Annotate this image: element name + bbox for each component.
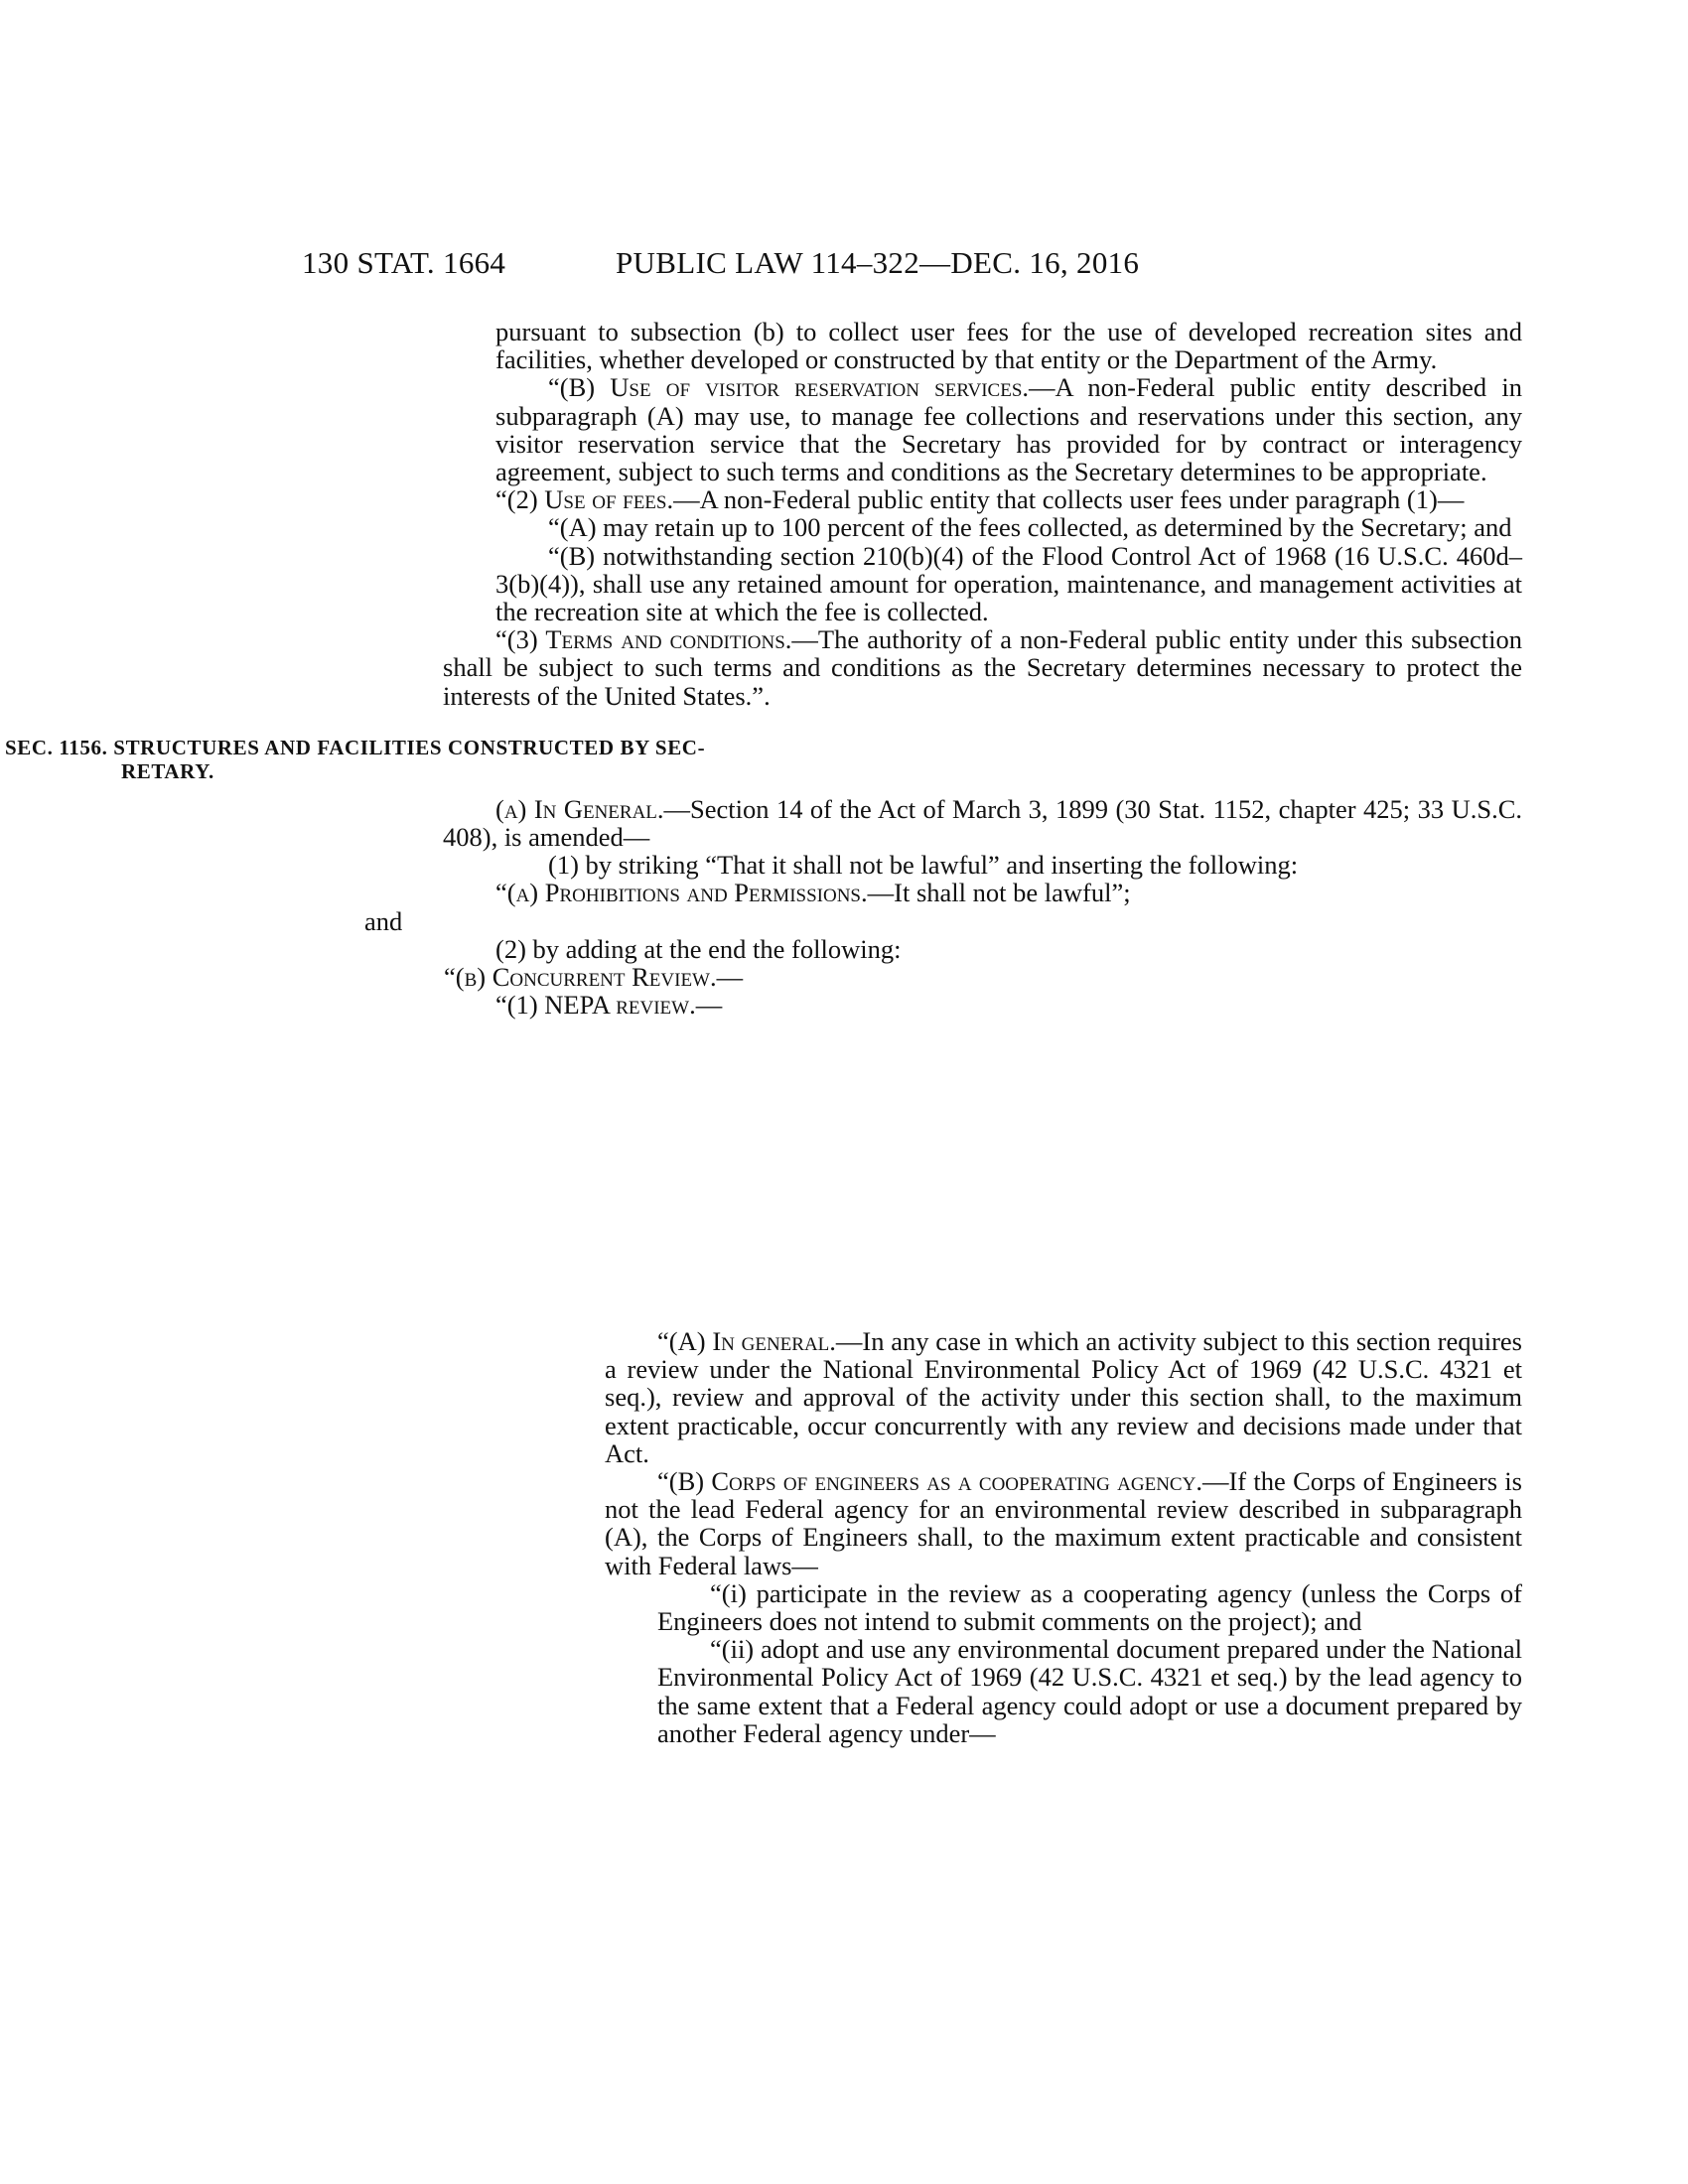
paragraph-retained-amount: “(B) notwithstanding section 210(b)(4) of the Flood Control Act of 1968 (16 U.S.C. 460d–3(b)(4)), shall use any retained amount for operation, maintenance, and management activities at the recreation site at which the fee is collected.: [495, 540, 1522, 627]
paragraph-prohibitions: “(a) Prohibitions and Permissions.—It shall not be lawful”;: [495, 878, 1131, 908]
heading-prohibitions: “(a) Prohibitions and Permissions.: [495, 878, 868, 908]
paragraph-nepa-general-text: “(A) In general.—In any case in which an activity subject to this section requires a review under the National Environmental Policy Act of 1969 (42 U.S.C. 4321 et seq.), review and approval of the activity under this section shall, to the maximum extent practicable, occur concurrently with any review and decisions made under that Act.: [605, 1326, 1522, 1468]
heading-nepa-in-general: “(A) In general.: [657, 1326, 836, 1356]
paragraph-concurrent-review: “(b) Concurrent Review.—: [444, 962, 744, 993]
paragraph-continuation: pursuant to subsection (b) to collect user fees for the use of developed recreation sites and facilities, whether developed or constructed by that entity or the Department of the Army.: [495, 317, 1522, 375]
paragraph-participate: “(i) participate in the review as a cooperating agency (unless the Corps of Engineers does not intend to submit comments on the project); and: [657, 1577, 1522, 1637]
page-header: [0, 245, 1688, 289]
heading-visitor-reservation-services: “(B) Use of visitor reservation services.: [548, 372, 1030, 403]
paragraph-in-general: (a) In General.—Section 14 of the Act of March 3, 1899 (30 Stat. 1152, chapter 425; 33 U.S.C. 408), is amended—: [443, 793, 1522, 853]
paragraph-adopt-and-use: “(ii) adopt and use any environmental document prepared under the National Environmental Policy Act of 1969 (42 U.S.C. 4321 et seq.) by the lead agency to the same extent that a Federal agency could adopt or use a document prepared by another Federal agency under—: [657, 1634, 1522, 1748]
paragraph-nepa-review: “(1) NEPA review.—: [495, 990, 723, 1021]
heading-concurrent-review: “(b) Concurrent Review.: [444, 962, 717, 993]
public-law-title: PUBLIC LAW 114–322—DEC. 16, 2016: [616, 245, 1140, 280]
heading-terms-and-conditions: “(3) Terms and conditions.: [495, 624, 792, 655]
statute-page-number: 130 STAT. 1664: [302, 245, 506, 280]
page-body: [5, 317, 1523, 1021]
paragraph-by-striking: (1) by striking “That it shall not be lawful” and inserting the following:: [548, 850, 1299, 881]
paragraph-visitor-reservation-services: “(B) Use of visitor reservation services.—A non-Federal public entity described in subparagraph (A) may use, to manage fee collections and reservations under this section, any visitor reservation service that the Secretary has provided for by contract or interagency agreement, subject to such terms and conditions as the Secretary determines to be appropriate.: [495, 372, 1523, 487]
paragraph-adding-at-end: (2) by adding at the end the following:: [495, 933, 902, 964]
paragraph-use-of-fees: “(2) Use of fees.—A non-Federal public entity that collects user fees under paragraph (1)—: [495, 484, 1465, 515]
paragraph-terms-and-conditions: “(3) Terms and conditions.—The authority of a non-Federal public entity under this subsection shall be subject to such terms and conditions as the Secretary determines necessary to protect the interests of the United States.”.: [443, 624, 1522, 711]
heading-nepa-review: “(1) NEPA review.: [495, 990, 696, 1021]
heading-use-of-fees: “(2) Use of fees.: [495, 484, 674, 515]
paragraph-and: and: [364, 905, 403, 936]
heading-in-general: (a) In General.: [495, 793, 664, 824]
paragraph-cooperating-agency: “(B) Corps of engineers as a cooperating agency.—If the Corps of Engineers is not the lead Federal agency for an environmental review described in subparagraph (A), the Corps of Engineers shall, to the maximum extent practicable and consistent with Federal laws—: [605, 1466, 1522, 1580]
paragraph-retain-fees: “(A) may retain up to 100 percent of the fees collected, as determined by the Secretary; and: [548, 512, 1512, 543]
heading-cooperating-agency: “(B) Corps of engineers as a cooperating agency.: [657, 1466, 1202, 1497]
nepa-subsection: [605, 1327, 1522, 1747]
section-heading: SEC. 1156. STRUCTURES AND FACILITIES CONSTRUCTED BY SEC- RETARY.: [5, 735, 706, 783]
